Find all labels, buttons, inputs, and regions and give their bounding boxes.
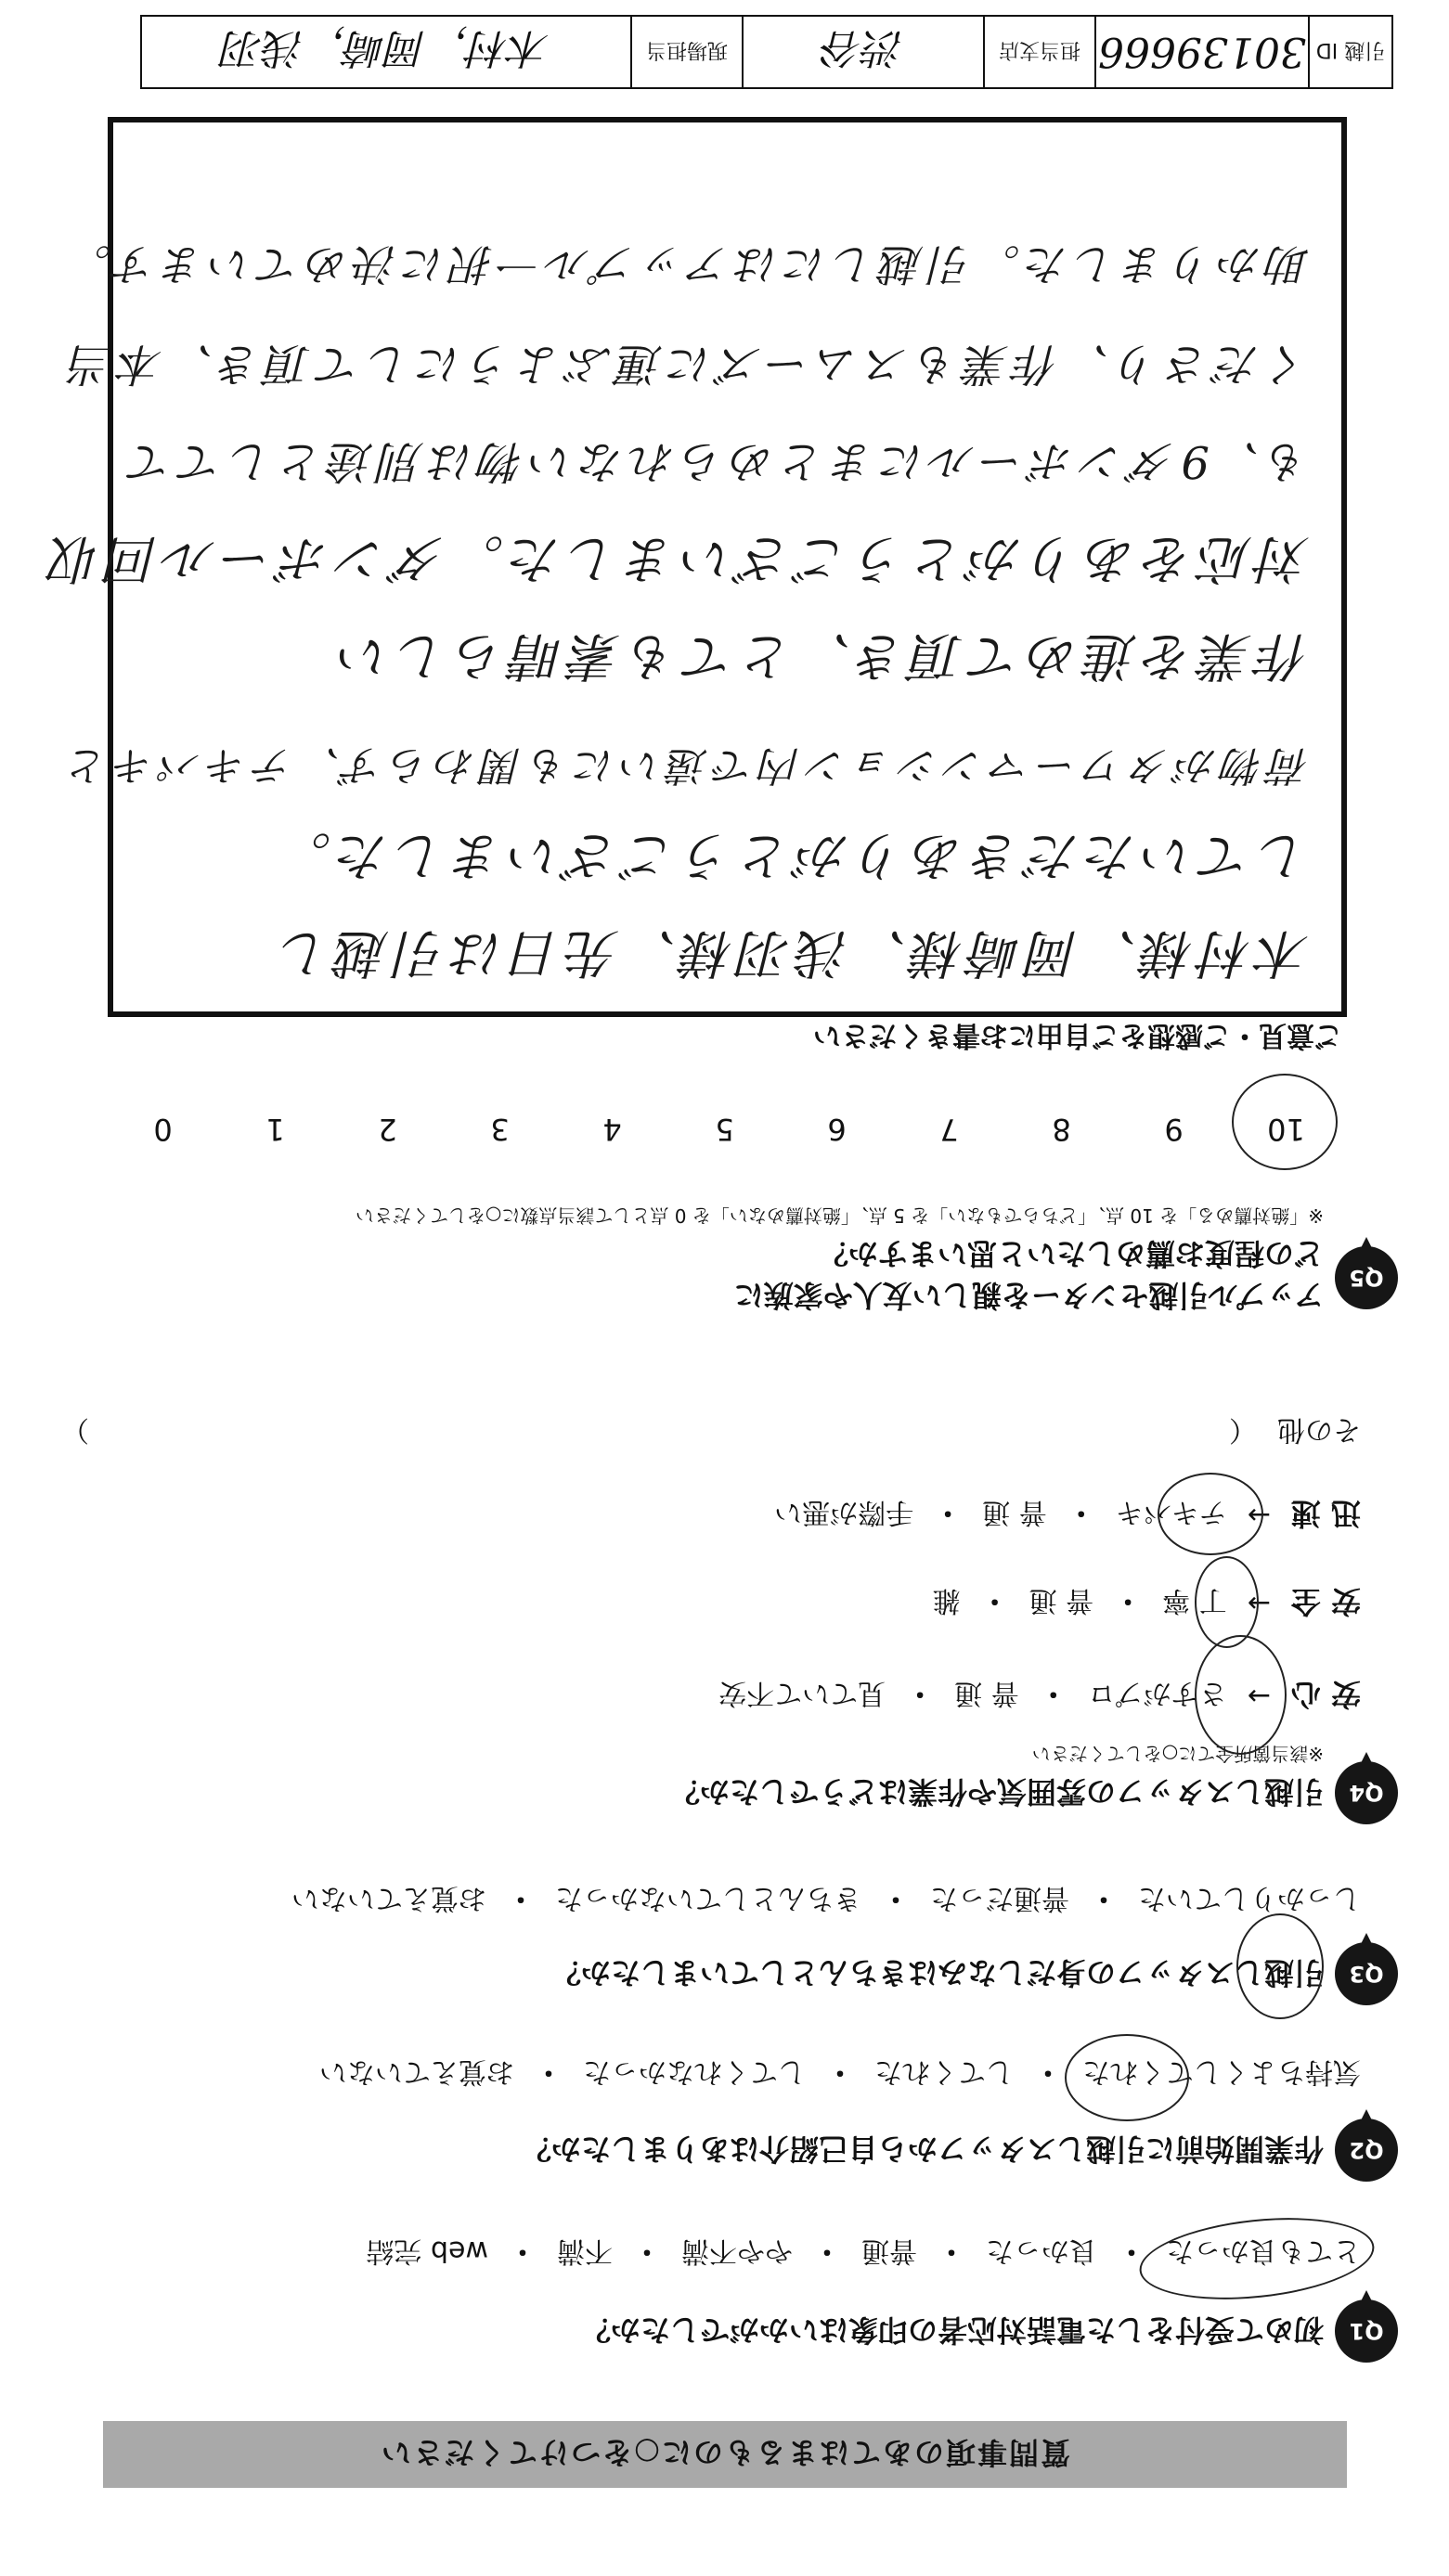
q3-question: 引越しスタッフの身だしなみはきちんとしていましたか？	[550, 1955, 1324, 1990]
q4-row-jinsoku: 迅 速 → テキパキ ・ 普 通 ・ 手際が悪い	[774, 1494, 1361, 1537]
q2-option-1[interactable]: 気持ちよくしてくれた	[1082, 2055, 1361, 2088]
q4-jinsoku-option-2[interactable]: 普 通	[982, 1496, 1047, 1528]
q4-anzen-option-1[interactable]: 丁 寧	[1162, 1584, 1227, 1616]
q3-badge: Q3	[1335, 1942, 1398, 2005]
q1-answer-circle	[1135, 2208, 1378, 2310]
q5-score-1[interactable]: 1	[265, 1112, 285, 1147]
comment-line-7: くださり、作業もスムーズに運ぶようにして頂き、本当	[62, 338, 1310, 390]
q5-score-7[interactable]: 7	[939, 1112, 959, 1147]
q4-question: 引越しスタッフの雰囲気や作業はどうでしたか？	[669, 1774, 1324, 1810]
q4-note: ※該当箇所全てに○をしてください	[1031, 1743, 1324, 1765]
q5-score-10[interactable]: 10	[1267, 1112, 1305, 1147]
comment-line-4: 作業を進めて頂き、とても素晴らしい	[333, 625, 1310, 686]
branch-value[interactable]: 渋谷	[742, 17, 983, 87]
q5-answer-circle	[1232, 1074, 1338, 1170]
instruction-header	[103, 2421, 1347, 2488]
q1-badge: Q1	[1335, 2299, 1398, 2363]
q4-anshin-option-2[interactable]: 普 通	[954, 1677, 1019, 1709]
q4-anzen-circle	[1195, 1556, 1259, 1648]
q4-row-anshin-label: 安 心	[1290, 1677, 1361, 1712]
q1-option-4[interactable]: やや不満	[681, 2235, 793, 2267]
q3-option-1[interactable]: しっかりしていた	[1138, 1882, 1361, 1914]
q3-option-2[interactable]: 普通だった	[930, 1882, 1069, 1914]
branch-label: 担当支店	[983, 17, 1094, 87]
q4-row-jinsoku-label: 迅 速	[1290, 1496, 1361, 1531]
q4-other-close: ）	[61, 1413, 89, 1446]
q1-option-3[interactable]: 普通	[861, 2235, 917, 2267]
q2-option-2[interactable]: してくれた	[874, 2055, 1014, 2088]
q4-anshin-option-1[interactable]: さすがプロ	[1087, 1677, 1227, 1709]
q5-badge: Q5	[1335, 1246, 1398, 1309]
q4-other	[61, 1412, 1361, 1453]
q5-score-6[interactable]: 6	[827, 1112, 847, 1147]
q2-option-3[interactable]: してくれなかった	[583, 2055, 806, 2088]
comment-line-6: も、9ダンボールにまとめられない物は別途としてて	[123, 435, 1310, 487]
q4-jinsoku-option-3[interactable]: 手際が悪い	[774, 1496, 914, 1528]
q4-jinsoku-circle	[1158, 1473, 1263, 1555]
q2-badge: Q2	[1335, 2119, 1398, 2182]
q4-badge: Q4	[1335, 1761, 1398, 1824]
q4-jinsoku-option-1[interactable]: テキパキ	[1115, 1496, 1227, 1528]
comment-line-5: 対応をありがとうございました。ダンボール回収	[44, 528, 1310, 588]
comment-line-1: 木村様、岡崎様、浅羽様、先日は引越し	[274, 922, 1310, 983]
comment-line-3: 荷物がタワーマンション内で遠いにも関わらず、テキパキと	[61, 741, 1310, 789]
q3-options: しっかりしていた ・ 普通だった ・ きちんとしていなかった ・ お覚えていない	[291, 1881, 1361, 1922]
comment-line-2: していただきありがとうございました。	[274, 825, 1310, 885]
q2-question: 作業開始前に引越しスタッフから自己紹介はありましたか？	[521, 2132, 1324, 2167]
id-table	[140, 15, 1393, 89]
q5-score-0[interactable]: 0	[153, 1112, 173, 1147]
instruction-text: 質問事項のあてはまるものに○をつけてください	[380, 2435, 1070, 2470]
q5-score-8[interactable]: 8	[1052, 1112, 1071, 1147]
q5-score-4[interactable]: 4	[602, 1112, 622, 1147]
q4-row-anzen: 安 全 → 丁 寧 ・ 普 通 ・ 雑	[933, 1582, 1361, 1625]
q1-options: とても良かった ・ 良かった ・ 普通 ・ やや不満 ・ 不満 ・ web 完結	[366, 2234, 1361, 2274]
q4-row-anzen-label: 安 全	[1290, 1584, 1361, 1619]
q2-option-4[interactable]: お覚えていない	[319, 2055, 514, 2088]
q4-other-label: その他	[1277, 1413, 1361, 1446]
q3-option-4[interactable]: お覚えていない	[291, 1882, 486, 1914]
q1-question: 初めて受付をした電話対応者の印象はいかがでしたか？	[580, 2312, 1324, 2348]
q4-anshin-option-3[interactable]: 見ていて不安	[718, 1677, 886, 1709]
q5-score-3[interactable]: 3	[490, 1112, 510, 1147]
q5-score-9[interactable]: 9	[1164, 1112, 1184, 1147]
comment-line-8: 助かりました。引越しにはアップル一択に決めています。	[62, 239, 1310, 290]
q3-option-3[interactable]: きちんとしていなかった	[555, 1882, 861, 1914]
q2-options: 気持ちよくしてくれた ・ してくれた ・ してくれなかった ・ お覚えていない	[319, 2054, 1361, 2095]
q4-row-anshin: 安 心 → さすがプロ ・ 普 通 ・ 見ていて不安	[718, 1675, 1361, 1718]
q1-option-1[interactable]: とても良かった	[1166, 2235, 1361, 2267]
staff-value[interactable]: 木村，岡崎，浅羽	[223, 24, 550, 71]
q5-scale	[107, 1112, 1342, 1147]
q5-note: ※「絶対薦める」を 10 点、「どちらでもない」を 5 点、「絶対薦めない」を 0 点として該当点数に○をしてください	[355, 1204, 1324, 1227]
q4-other-open: （	[1229, 1413, 1257, 1446]
q5-score-2[interactable]: 2	[378, 1112, 397, 1147]
id-value[interactable]: 30139666	[1094, 17, 1308, 87]
q5-question-line2: どの程度お薦めしたいと思いますか？	[818, 1236, 1324, 1271]
q5-score-5[interactable]: 5	[715, 1112, 734, 1147]
q1-option-2[interactable]: 良かった	[986, 2235, 1097, 2267]
id-label: 引越 ID	[1308, 17, 1391, 87]
q4-anshin-circle	[1195, 1635, 1287, 1755]
q5-question-line1: アップル引越センターを親しい友人や家族に	[733, 1278, 1324, 1313]
q3-answer-circle	[1236, 1913, 1324, 2019]
q1-option-6[interactable]: web 完結	[366, 2235, 488, 2267]
staff-label: 現場担当	[630, 17, 742, 87]
q1-option-5[interactable]: 不満	[557, 2235, 613, 2267]
q4-anzen-option-3[interactable]: 雑	[932, 1584, 961, 1616]
q4-anzen-option-2[interactable]: 普 通	[1029, 1584, 1094, 1616]
comments-title: ご意見・ご感想をご自由にお書きください	[813, 1019, 1342, 1051]
q2-answer-circle	[1065, 2034, 1189, 2121]
